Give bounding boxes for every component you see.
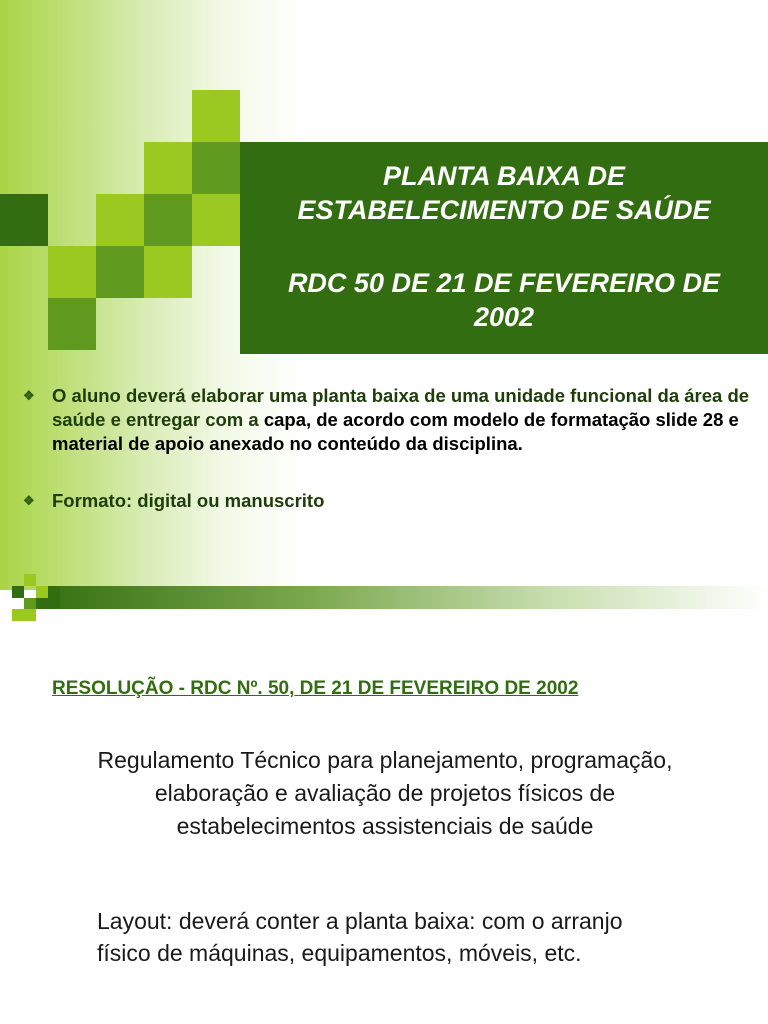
slide-subtitle: RDC 50 DE 21 DE FEVEREIRO DE 2002 <box>287 268 721 332</box>
bullet-item: ❖ Formato: digital ou manuscrito <box>23 490 325 511</box>
bullet-list <box>20 384 755 513</box>
layout-text: Layout: deverá conter a planta baixa: com o arranjo físico de máquinas, equipamentos, móveis, etc. <box>97 908 623 966</box>
divider-bar <box>60 586 768 609</box>
regulation-text: Regulamento Técnico para planejamento, programação, elaboração e avaliação de projetos físicos de estabelecimentos assistenciais de saúde <box>97 747 673 839</box>
title-band <box>240 142 768 354</box>
resolution-heading: RESOLUÇÃO - RDC Nº. 50, DE 21 DE FEVEREIRO DE 2002 <box>52 678 579 699</box>
bullet-item: ❖ O aluno deverá elaborar uma planta baixa de uma unidade funcional da área de saúde e entregar com a capa, de acordo com modelo de formatação slide 28 e material de apoio anexado no conteúdo da disciplina. <box>23 385 750 454</box>
diamond-bullet-icon: ❖ <box>23 493 35 508</box>
slide-title: PLANTA BAIXA DE ESTABELECIMENTO DE SAÚDE <box>297 161 711 225</box>
diamond-bullet-icon: ❖ <box>23 388 35 403</box>
